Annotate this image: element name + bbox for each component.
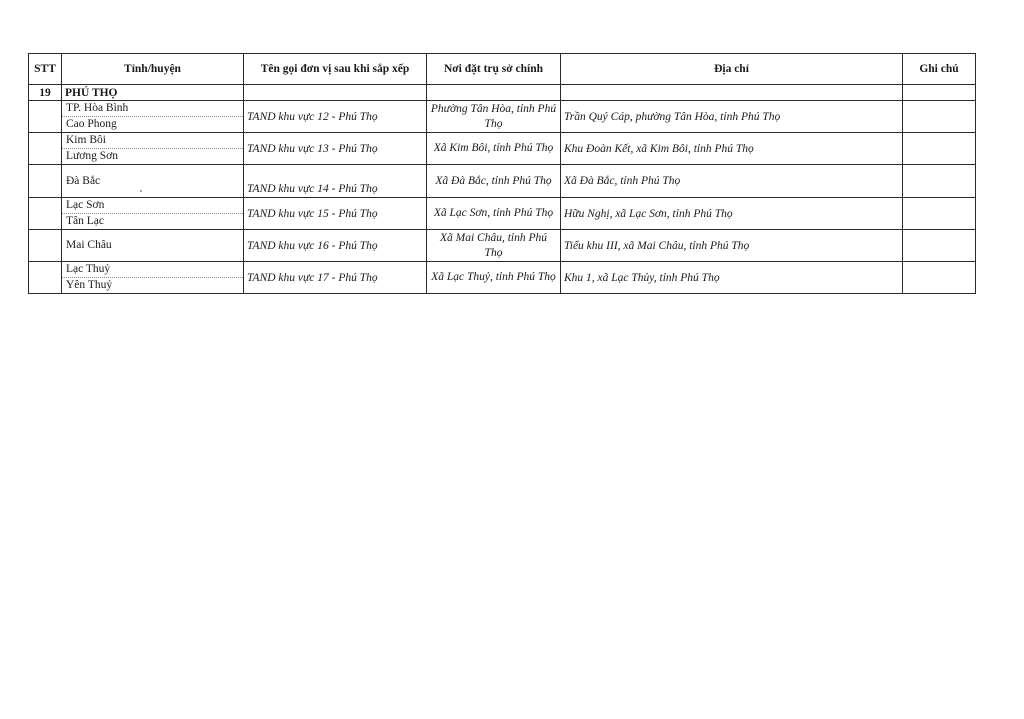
headquarters-cell: Xã Lạc Sơn, tỉnh Phú Thọ [427, 198, 561, 230]
district-name: Mai Châu [66, 239, 112, 251]
districts-cell [62, 198, 244, 230]
note-cell [903, 198, 976, 230]
header-tinh-huyen: Tỉnh/huyện [62, 54, 244, 85]
province-empty-cell [903, 85, 976, 101]
address-cell: Tiểu khu III, xã Mai Châu, tỉnh Phú Thọ [561, 230, 903, 262]
headquarters-cell: Xã Lạc Thuỷ, tỉnh Phú Thọ [427, 262, 561, 294]
table-row [29, 262, 976, 294]
address-cell: Hữu Nghị, xã Lạc Sơn, tỉnh Phú Thọ [561, 198, 903, 230]
header-noi-dat: Nơi đặt trụ sở chính [427, 54, 561, 85]
unit-name-cell: TAND khu vực 17 - Phú Thọ [244, 262, 427, 294]
headquarters-cell: Xã Mai Châu, tỉnh Phú Thọ [427, 230, 561, 262]
district-name: Đà Bắc [66, 174, 101, 187]
header-dia-chi: Địa chỉ [561, 54, 903, 85]
district-name: Yên Thuỷ [62, 277, 243, 293]
province-empty-cell [561, 85, 903, 101]
scan-speck [140, 190, 142, 192]
headquarters-cell: Xã Kim Bôi, tỉnh Phú Thọ [427, 133, 561, 165]
table-header [29, 54, 976, 85]
unit-name-cell: TAND khu vực 14 - Phú Thọ [244, 165, 427, 198]
table-row [29, 101, 976, 133]
district-name: Lạc Thuỷ [66, 263, 111, 275]
note-cell [903, 165, 976, 198]
districts-cell [62, 165, 244, 198]
province-empty-cell [244, 85, 427, 101]
district-name: Tân Lạc [62, 213, 243, 229]
header-ghi-chu: Ghi chú [903, 54, 976, 85]
unit-name-cell: TAND khu vực 15 - Phú Thọ [244, 198, 427, 230]
note-cell [903, 101, 976, 133]
unit-name-cell: TAND khu vực 16 - Phú Thọ [244, 230, 427, 262]
district-name: Cao Phong [62, 116, 243, 132]
district-name: TP. Hòa Bình [66, 102, 129, 114]
province-row [29, 85, 976, 101]
district-name: Kim Bôi [66, 134, 106, 146]
stt-cell [29, 262, 62, 294]
table-row [29, 230, 976, 262]
note-cell [903, 133, 976, 165]
address-cell: Khu 1, xã Lạc Thủy, tỉnh Phú Thọ [561, 262, 903, 294]
unit-name-cell: TAND khu vực 13 - Phú Thọ [244, 133, 427, 165]
district-name: Lạc Sơn [66, 199, 105, 211]
province-name: PHÚ THỌ [62, 85, 244, 101]
headquarters-cell: Phường Tân Hòa, tỉnh Phú Thọ [427, 101, 561, 133]
headquarters-cell: Xã Đà Bắc, tỉnh Phú Thọ [427, 165, 561, 198]
stt-cell [29, 101, 62, 133]
note-cell [903, 262, 976, 294]
table-body [29, 85, 976, 294]
address-cell: Trần Quý Cáp, phường Tân Hòa, tỉnh Phú Thọ [561, 101, 903, 133]
table-row [29, 133, 976, 165]
districts-cell [62, 230, 244, 262]
district-name: Lương Sơn [62, 148, 243, 164]
stt-cell [29, 165, 62, 198]
table-row [29, 165, 976, 198]
unit-name-cell: TAND khu vực 12 - Phú Thọ [244, 101, 427, 133]
address-cell: Xã Đà Bắc, tỉnh Phú Thọ [561, 165, 903, 198]
districts-cell [62, 133, 244, 165]
districts-cell [62, 101, 244, 133]
districts-cell [62, 262, 244, 294]
header-row [29, 54, 976, 85]
stt-cell [29, 198, 62, 230]
province-stt: 19 [29, 85, 62, 101]
stt-cell [29, 230, 62, 262]
table-row [29, 198, 976, 230]
header-stt: STT [29, 54, 62, 85]
note-cell [903, 230, 976, 262]
stt-cell [29, 133, 62, 165]
court-units-table [28, 53, 976, 294]
header-ten-goi: Tên gọi đơn vị sau khi sắp xếp [244, 54, 427, 85]
address-cell: Khu Đoàn Kết, xã Kim Bôi, tỉnh Phú Thọ [561, 133, 903, 165]
province-empty-cell [427, 85, 561, 101]
